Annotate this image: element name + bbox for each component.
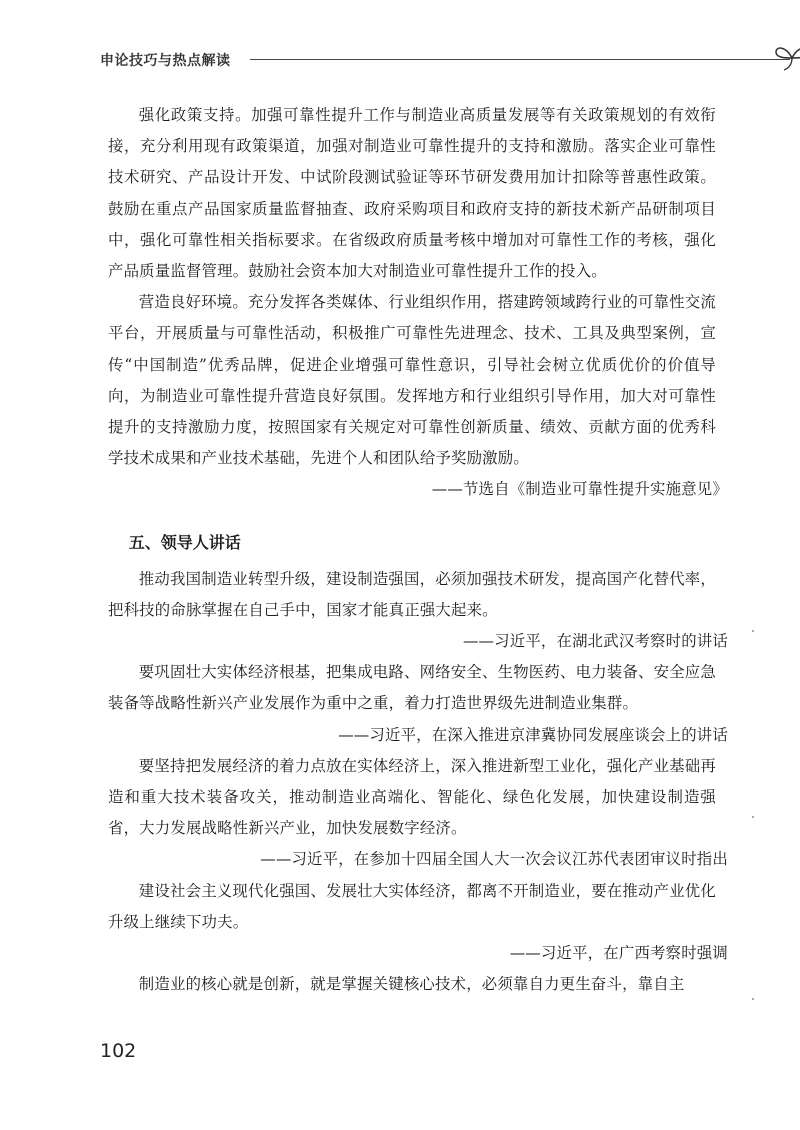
quote-source: ——习近平，在湖北武汉考察时的讲话 — [462, 632, 728, 651]
sprout-leaf-icon — [772, 38, 800, 74]
scan-dot — [752, 998, 754, 1000]
quote-source: ——习近平，在深入推进京津冀协同发展座谈会上的讲话 — [338, 725, 728, 744]
leader-quote: 建设社会主义现代化强国、发展壮大实体经济，都离不开制造业，要在推动产业优化升级上继续下功夫。 — [108, 881, 716, 931]
quote-source: ——习近平，在广西考察时强调 — [509, 944, 728, 963]
quote-source: ——习近平，在参加十四届全国人大一次会议江苏代表团审议时指出 — [260, 850, 728, 869]
page-number: 102 — [100, 1040, 137, 1062]
leader-quote: 要巩固壮大实体经济根基，把集成电路、网络安全、生物医药、电力装备、安全应急装备等战略性新兴产业发展作为重中之重，着力打造世界级先进制造业集群。 — [108, 663, 716, 713]
scan-dot — [752, 630, 754, 632]
running-header — [100, 38, 710, 78]
leader-quote: 要坚持把发展经济的着力点放在实体经济上，深入推进新型工业化，强化产业基础再造和重大技术装备攻关，推动制造业高端化、智能化、绿色化发展，加快建设制造强省，大力发展战略性新兴产业，加快发展数字经济。 — [108, 756, 716, 838]
section-heading: 五、领导人讲话 — [128, 532, 241, 552]
leader-quote: 推动我国制造业转型升级，建设制造强国，必须加强技术研发，提高国产化替代率，把科技的命脉掌握在自己手中，国家才能真正强大起来。 — [108, 569, 716, 619]
paragraph-good-environment: 营造良好环境。充分发挥各类媒体、行业组织作用，搭建跨领域跨行业的可靠性交流平台，开展质量与可靠性活动，积极推广可靠性先进理念、技术、工具及典型案例，宣传“中国制造”优秀品牌，促进企业增强可靠性意识，引导社会树立优质优价的价值导向，为制造业可靠性提升营造良好氛围。发挥地方和行业组织引导作用，加大对可靠性提升的支持激励力度，按照国家有关规定对可靠性创新质量、绩效、贡献方面的优秀科学技术成果和产业技术基础，先进个人和团队给予奖励激励。 — [108, 293, 716, 468]
excerpt-source: ——节选自《制造业可靠性提升实施意见》 — [431, 480, 728, 499]
leader-quote-continued: 制造业的核心就是创新，就是掌握关键核心技术，必须靠自力更生奋斗，靠自主 — [138, 975, 685, 994]
header-rule — [250, 59, 790, 60]
page-content — [108, 100, 728, 1000]
running-header-title: 申论技巧与热点解读 — [100, 53, 231, 69]
scan-dot — [752, 816, 754, 818]
paragraph-policy-support: 强化政策支持。加强可靠性提升工作与制造业高质量发展等有关政策规划的有效衔接，充分利用现有政策渠道，加强对制造业可靠性提升的支持和激励。落实企业可靠性技术研究、产品设计开发、中试阶段测试验证等环节研发费用加计扣除等普惠性政策。鼓励在重点产品国家质量监督抽查、政府采购项目和政府支持的新技术新产品研制项目中，强化可靠性相关指标要求。在省级政府质量考核中增加对可靠性工作的考核，强化产品质量监督管理。鼓励社会资本加大对制造业可靠性提升工作的投入。 — [108, 106, 716, 281]
